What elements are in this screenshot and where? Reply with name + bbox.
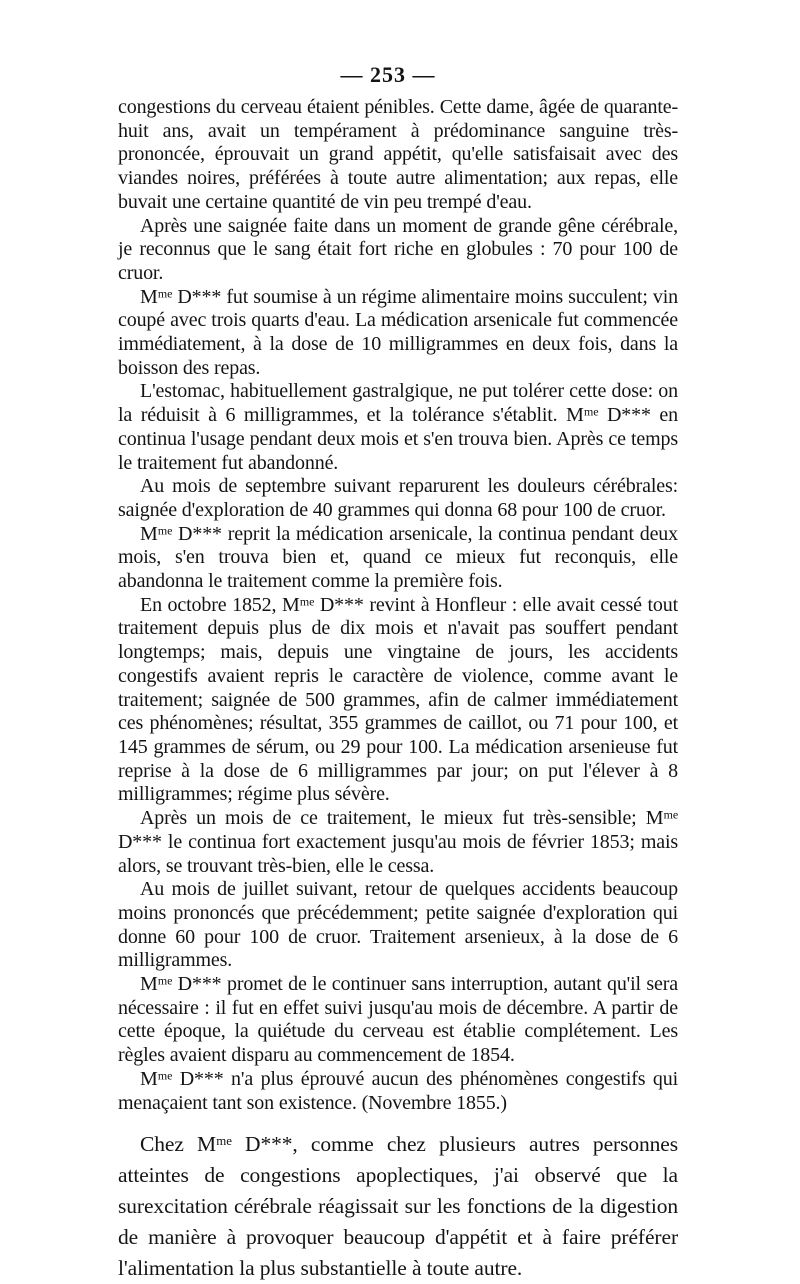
book-page xyxy=(118,58,678,1284)
paragraph-5: Au mois de septembre suivant reparurent les douleurs cérébrales: saignée d'exploration de 40 grammes qui donna 68 pour 100 de cruor. xyxy=(118,475,678,521)
paragraph-4: L'estomac, habituellement gastralgique, ne put tolérer cette dose: on la réduisit à 6 milligrammes, et la tolérance s'établit. Mᵐᵉ D*** en continua l'usage pendant deux mois et s'en trouva bien. Après ce temps le traitement fut abandonné. xyxy=(118,380,678,474)
paragraph-11: Mᵐᵉ D*** n'a plus éprouvé aucun des phénomènes congestifs qui menaçaient tant son existence. (Novembre 1855.) xyxy=(118,1067,678,1114)
paragraph-8: Après un mois de ce traitement, le mieux fut très-sensible; Mᵐᵉ D*** le continua fort exactement jusqu'au mois de février 1853; mais alors, se trouvant très-bien, elle le cessa. xyxy=(118,807,678,877)
paragraph-1: congestions du cerveau étaient pénibles. Cette dame, âgée de quarante-huit ans, avait un tempérament à prédominance sanguine très-prononcée, éprouvait un grand appétit, qu'elle satisfaisait avec des viandes noires, préférées à toute autre alimentation; aux repas, elle buvait une certaine quantité de vin peu trempé d'eau. xyxy=(118,96,678,213)
paragraph-7: En octobre 1852, Mᵐᵉ D*** revint à Honfleur : elle avait cessé tout traitement depuis plus de dix mois et n'avait pas souffert pendant longtemps; mais, depuis une vingtaine de jours, les accidents congestifs avaient repris le caractère de violence, comme avant le traitement; saignée de 500 grammes, afin de calmer immédiatement ces phénomènes; résultat, 355 grammes de caillot, ou 71 pour 100, et 145 grammes de sérum, ou 29 pour 100. La médication arsenieuse fut reprise à la dose de 6 milligrammes par jour; on put l'élever à 8 milligrammes; régime plus sévère. xyxy=(118,593,678,806)
paragraph-6: Mᵐᵉ D*** reprit la médication arsenicale, la continua pendant deux mois, s'en trouva bien et, quand ce mieux fut reconquis, elle abandonna le traitement comme la première fois. xyxy=(118,522,678,593)
paragraph-10: Mᵐᵉ D*** promet de le continuer sans interruption, autant qu'il sera nécessaire : il fut en effet suivi jusqu'au mois de décembre. A partir de cette époque, la quiétude du cerveau est établie complétement. Les règles avaient disparu au commencement de 1854. xyxy=(118,973,678,1067)
paragraph-12: Chez Mᵐᵉ D***, comme chez plusieurs autres personnes atteintes de congestions apoplectiques, j'ai observé que la surexcitation cérébrale réagissait sur les fonctions de la digestion de manière à provoquer beaucoup d'appétit et à faire préférer l'alimentation la plus substantielle à toute autre. xyxy=(118,1132,678,1281)
page-number: — 253 — xyxy=(340,62,436,87)
paragraph-2: Après une saignée faite dans un moment de grande gêne cérébrale, je reconnus que le sang était fort riche en globules : 70 pour 100 de cruor. xyxy=(118,214,678,284)
paragraph-3: Mᵐᵉ D*** fut soumise à un régime alimentaire moins succulent; vin coupé avec trois quarts d'eau. La médication arsenicale fut commencée immédiatement, à la dose de 10 milligrammes en deux fois, dans la boisson des repas. xyxy=(118,285,678,379)
paragraph-9: Au mois de juillet suivant, retour de quelques accidents beaucoup moins prononcés que précédemment; petite saignée d'exploration qui donne 60 pour 100 de cruor. Traitement arsenieux, à la dose de 6 milligrammes. xyxy=(118,878,678,972)
body-text xyxy=(118,96,678,1284)
